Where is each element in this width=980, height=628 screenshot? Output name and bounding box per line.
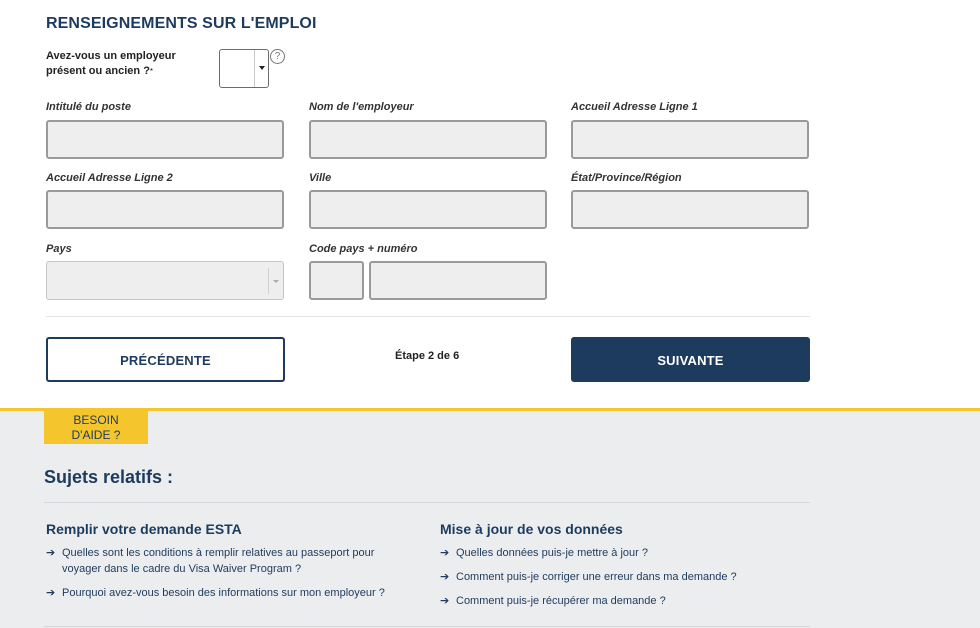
country-label: Pays — [46, 243, 72, 255]
arrow-right-icon: ➔ — [46, 587, 56, 599]
related-divider — [44, 502, 810, 503]
city-label: Ville — [309, 172, 332, 184]
employer-question-text: Avez-vous un employeur présent ou ancien ? — [46, 50, 176, 77]
help-tab-line2: D'AIDE ? — [71, 428, 121, 442]
arrow-right-icon: ➔ — [46, 547, 56, 559]
help-link-text[interactable]: Quelles sont les conditions à remplir relatives au passeport pour voyager dans le cadre du Visa Waiver Program ? — [62, 547, 375, 575]
help-link[interactable] — [46, 545, 396, 577]
chevron-down-icon — [259, 66, 265, 70]
help-link[interactable] — [440, 545, 800, 561]
help-link[interactable] — [440, 593, 800, 609]
step-indicator: Étape 2 de 6 — [395, 350, 460, 362]
city-input[interactable] — [309, 190, 547, 229]
next-button[interactable]: SUIVANTE — [571, 337, 810, 382]
required-marker: * — [149, 67, 154, 76]
help-icon[interactable]: ? — [270, 49, 285, 64]
job-title-label: Intitulé du poste — [46, 101, 131, 113]
help-link-text[interactable]: Quelles données puis-je mettre à jour ? — [456, 547, 648, 559]
address1-label: Accueil Adresse Ligne 1 — [571, 101, 698, 113]
help-link[interactable] — [46, 585, 406, 601]
arrow-right-icon: ➔ — [440, 547, 450, 559]
help-section — [0, 408, 980, 628]
select-separator — [268, 268, 269, 294]
phone-number-input[interactable] — [369, 261, 547, 300]
address1-input[interactable] — [571, 120, 809, 159]
chevron-down-icon — [273, 280, 279, 283]
related-topics-title: Sujets relatifs : — [44, 467, 174, 487]
employer-select[interactable] — [219, 49, 269, 88]
phone-label: Code pays + numéro — [309, 243, 418, 255]
employer-question-label — [46, 49, 216, 79]
arrow-right-icon: ➔ — [440, 595, 450, 607]
country-select[interactable] — [46, 261, 284, 300]
arrow-right-icon: ➔ — [440, 571, 450, 583]
employer-name-input[interactable] — [309, 120, 547, 159]
column-title-fill: Remplir votre demande ESTA — [46, 521, 242, 537]
phone-country-code-input[interactable] — [309, 261, 364, 300]
bottom-divider — [44, 626, 810, 627]
address2-input[interactable] — [46, 190, 284, 229]
previous-button[interactable]: PRÉCÉDENTE — [46, 337, 285, 382]
help-link-text[interactable]: Comment puis-je récupérer ma demande ? — [456, 595, 666, 607]
select-arrow-box[interactable] — [254, 50, 268, 87]
help-link[interactable] — [440, 569, 800, 585]
state-input[interactable] — [571, 190, 809, 229]
column-title-update: Mise à jour de vos données — [440, 521, 623, 537]
address2-label: Accueil Adresse Ligne 2 — [46, 172, 173, 184]
help-tab[interactable] — [44, 411, 148, 444]
help-tab-line1: BESOIN — [73, 413, 119, 427]
help-link-text[interactable]: Pourquoi avez-vous besoin des informations sur mon employeur ? — [62, 587, 385, 599]
section-title: RENSEIGNEMENTS SUR L'EMPLOI — [46, 15, 317, 32]
help-link-text[interactable]: Comment puis-je corriger une erreur dans ma demande ? — [456, 571, 737, 583]
employer-name-label: Nom de l'employeur — [309, 101, 414, 113]
state-label: État/Province/Région — [571, 172, 682, 184]
job-title-input[interactable] — [46, 120, 284, 159]
form-divider — [46, 316, 810, 317]
